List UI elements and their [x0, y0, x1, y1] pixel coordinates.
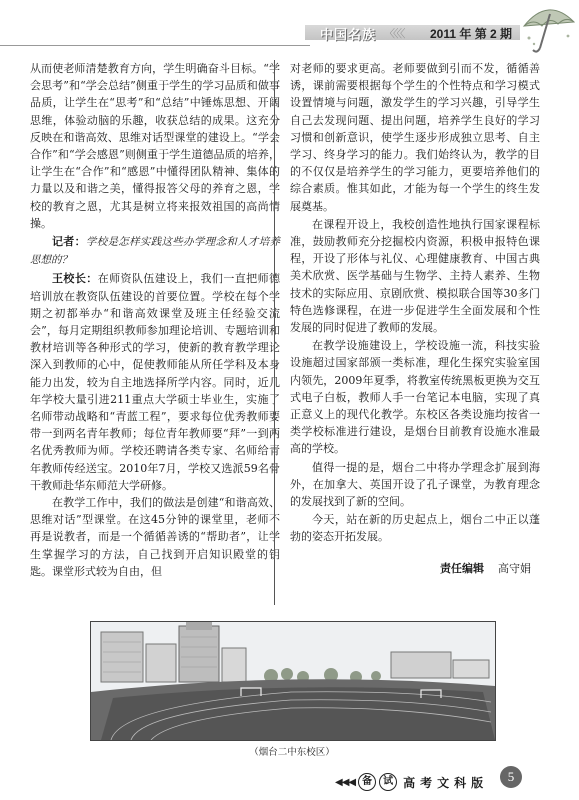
left-column: [30, 60, 280, 580]
right-column: [290, 60, 540, 546]
footer-arrows: ◀◀◀: [335, 776, 356, 788]
chevron-arrows-icon: 〈〈〈〈: [384, 27, 404, 40]
paragraph: 在教学设施建设上，学校设施一流，科技实验设施超过国家部颁一类标准，理化生探究实验室国内领先，2009年夏季，将教室传统黑板更换为交互式电子白板，教师人手一台笔记本电脑，实现了真正意义上的现代化教学。东校区各类设施均按省一类学校标准进行建设，是烟台目前教育设施水准最高的学校。: [290, 339, 540, 456]
paragraph: 在课程开设上，我校创造性地执行国家课程标准，鼓励教师充分挖掘校内资源，积极申报特色课程，开设了形体与礼仪、心理健康教育、中国古典美术欣赏、医学基础与生物学、主持人素养、生物技术的实际应用、京剧欣赏、模拟联合国等30多门特色选修课程，在进一步促进学生全面发展和个性发展的同时促进了教师的发展。: [290, 217, 540, 335]
footer-title: 高考文科版: [403, 775, 489, 790]
page-header: [0, 0, 579, 58]
column-divider: [274, 60, 275, 605]
campus-photo-illustration: [91, 622, 495, 740]
editor-credit: [440, 560, 531, 576]
header-rule: [0, 45, 310, 46]
paragraph: 在教学工作中，我们的做法是创建“和谐高效、思维对话”型课堂。在这45分钟的课堂里，老师不再是说教者，而是一个循循善诱的“帮助者”，让学生掌握学习的方法，自己找到开启知识殿堂的钥匙。课堂形式较为自由，但: [30, 496, 280, 578]
paragraph: 对老师的要求更高。老师要做到引而不发，循循善诱，课前需要根据每个学生的个性特点和学习模式设置情境与问题，激发学生的学习兴趣，引导学生自己去发现问题、提出问题，培养学生良好的学习习惯和创新意识，使学生逐步形成独立思考、自主学习、终身学习的能力。我们始终认为，教学的目的不仅仅是培养学生的学习能力，更要培养他们的综合素质。惟其如此，才能为每一个学生的终生发展奠基。: [290, 62, 540, 213]
magazine-name: 中国名族: [320, 27, 377, 42]
speaker-label: 王校长：: [52, 272, 98, 286]
editor-name: 高守娟: [498, 562, 531, 575]
answer-text: 在师资队伍建设上，我们一直把师德培训放在教资队伍建设的首要位置。学校在每个学期之初都举办“和谐高效课堂及班主任经验交流会”，每月定期组织教师参加理论培训、专题培训和教材培训等各种形式的学习，使新的教育教学理论深入到教师的心中，促使教师能从所任学科及本身能力出发，较为自主地选择所学内容。同时，近几年学校大量引进211重点大学硕士毕业生，实施了名师带动战略和“青蓝工程”，要求每位优秀教师要带一到两名青年教师；每位青年教师要“拜”一到两名优秀教师为师。学校还聘请各类专家、名师给青年教师传经送宝。2010年7月，学校又选派59名骨干教师赴华东师范大学研修。: [30, 272, 281, 492]
photo-caption: （烟台二中东校区）: [249, 747, 335, 758]
paragraph: 今天，站在新的历史起点上，烟台二中正以蓬勃的姿态开拓发展。: [290, 513, 540, 544]
paragraph: 值得一提的是，烟台二中将办学理念扩展到海外，在加拿大、英国开设了孔子课堂，为教育理念的发展找到了新的空间。: [290, 460, 540, 509]
footer-badge-1: 备: [358, 773, 376, 791]
interview-answer: [30, 270, 280, 494]
umbrella-icon: [520, 2, 576, 56]
question-text: 学校是怎样实践这些办学理念和人才培养思想的？: [30, 236, 281, 267]
interview-question: [30, 233, 280, 269]
footer-badge-2: 试: [379, 773, 397, 791]
question-label: 记者：: [52, 235, 86, 249]
editor-label: 责任编辑: [440, 562, 484, 575]
issue-label: 2011 年 第 2 期: [430, 27, 513, 41]
page-footer: [335, 772, 488, 792]
paragraph: 从而使老师清楚教育方向，学生明确奋斗目标。“学会思考”和“学会总结”侧重于学生的学习品质和做事品质，让学生在“思考”和“总结”中锤炼思想、开阔思维，体验动脑的乐趣，收获总结的成果。这充分反映在和谐高效、思维对话型课堂的建设上。“学会合作”和“学会感恩”则侧重于学生道德品质的培养，让学生在“合作”和“感恩”中懂得团队精神、集体的力量以及和谐之美，懂得报答父母的养育之恩，学校的教育之恩，尤其是树立将来报效祖国的高尚情操。: [30, 62, 280, 230]
page-number: 5: [500, 766, 522, 788]
campus-photo: [90, 621, 496, 741]
